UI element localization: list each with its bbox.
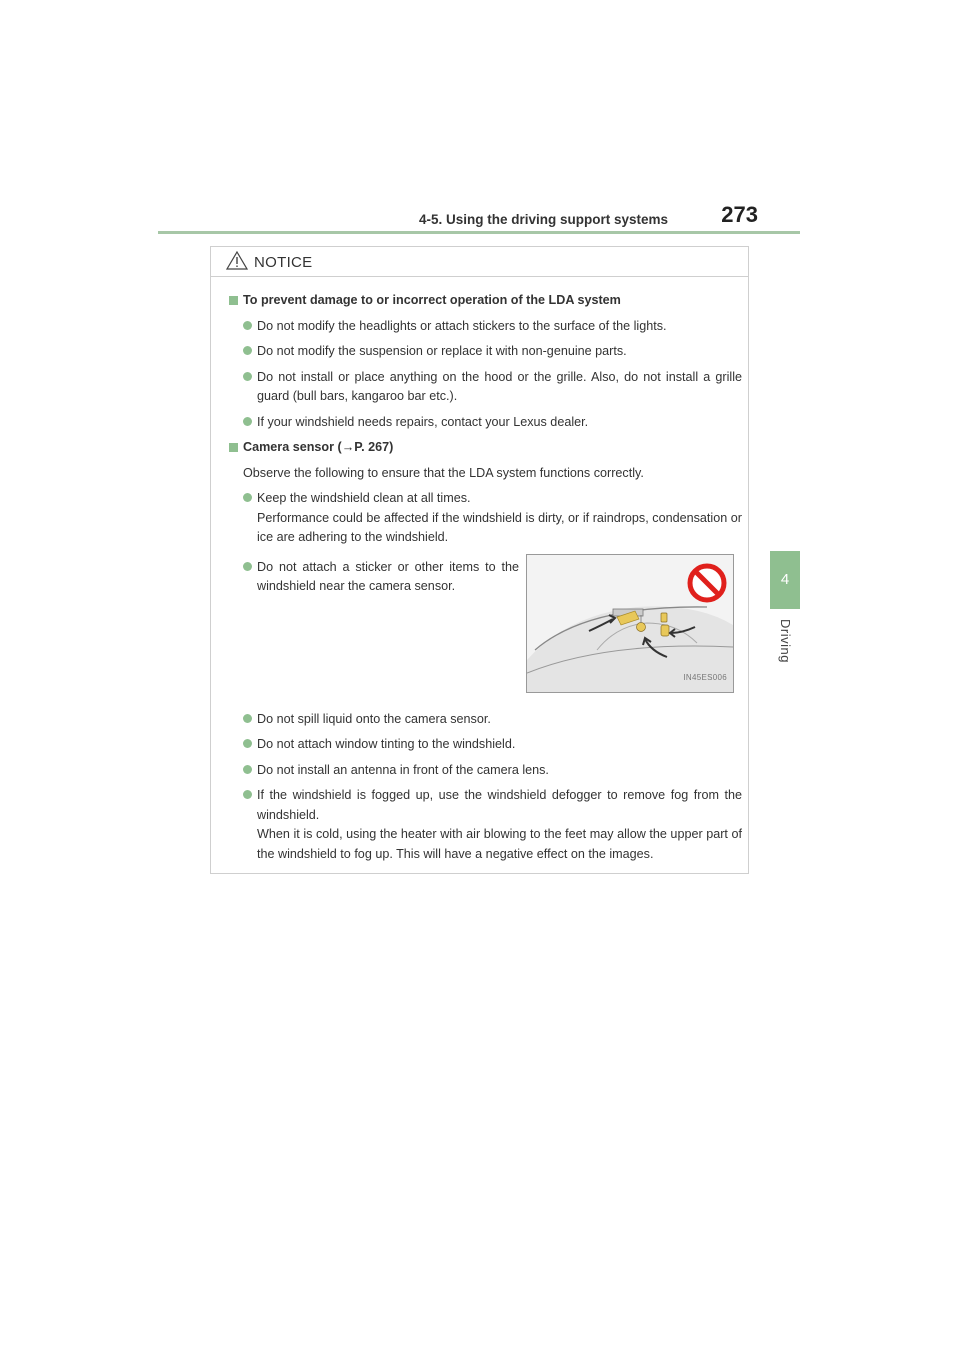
chapter-tab xyxy=(770,551,800,609)
notice-title: NOTICE xyxy=(254,254,313,271)
list-item: Do not spill liquid onto the camera sensor. xyxy=(229,710,742,730)
prohibition-sign-icon xyxy=(690,566,724,600)
warning-triangle-icon xyxy=(226,251,248,275)
list-item: If the windshield is fogged up, use the windshield defogger to remove fog from the windshield. When it is cold, using the heater with air blowing to the feet may allow the upper part of the windshield to fog up. This will have a negative effect on the images. xyxy=(229,786,742,864)
lda-damage-heading: To prevent damage to or incorrect operation of the LDA system xyxy=(229,291,742,311)
list-item: Do not modify the suspension or replace it with non-genuine parts. xyxy=(229,342,742,362)
list-item: Do not install or place anything on the hood or the grille. Also, do not install a grille guard (bull bars, kangaroo bar etc.). xyxy=(229,368,742,407)
illustration-code: IN45ES006 xyxy=(683,673,727,682)
windshield-illustration xyxy=(526,554,734,693)
section-title: 4-5. Using the driving support systems xyxy=(418,212,668,227)
page-number: 273 xyxy=(721,202,758,227)
sticker-warning-row xyxy=(229,558,742,710)
chapter-label: Driving xyxy=(778,619,793,663)
chapter-number: 4 xyxy=(780,571,790,588)
notice-header xyxy=(211,247,748,277)
camera-sensor-heading: Camera sensor (→P. 267) xyxy=(229,438,742,458)
list-item: Do not attach a sticker or other items to the windshield near the camera sensor. xyxy=(229,558,519,597)
list-item: Do not install an antenna in front of the camera lens. xyxy=(229,761,742,781)
list-item: Do not modify the headlights or attach stickers to the surface of the lights. xyxy=(229,317,742,337)
notice-content xyxy=(229,291,742,870)
header-rule xyxy=(158,231,800,234)
list-item: Keep the windshield clean at all times. Performance could be affected if the windshield is dirty, or if raindrops, condensation or ice are adhering to the windshield. xyxy=(229,489,742,548)
camera-sensor-intro: Observe the following to ensure that the LDA system functions correctly. xyxy=(243,465,644,480)
notice-box xyxy=(210,246,749,874)
page-header xyxy=(158,200,800,234)
list-item: If your windshield needs repairs, contact your Lexus dealer. xyxy=(229,413,742,433)
list-item: Do not attach window tinting to the windshield. xyxy=(229,735,742,755)
